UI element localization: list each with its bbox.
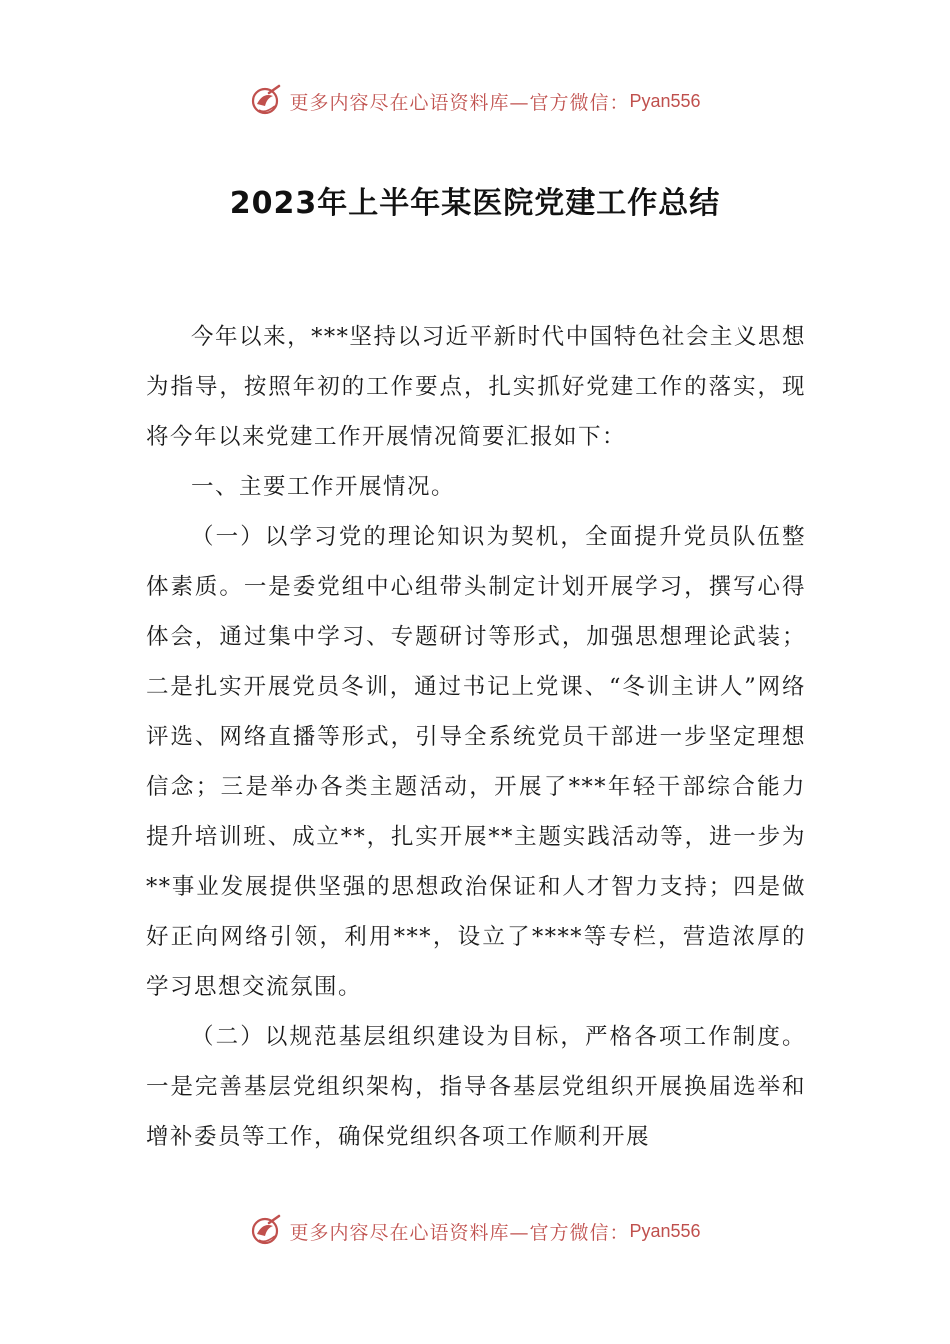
paragraph-item-2: （二）以规范基层组织建设为目标，严格各项工作制度。一是完善基层党组织架构，指导各基层党组织开展换届选举和增补委员等工作，确保党组织各项工作顺利开展	[146, 1024, 806, 1150]
footer-watermark	[0, 1214, 950, 1248]
watermark-text: 更多内容尽在心语资料库—官方微信：	[289, 1221, 630, 1244]
document-title: 2023年上半年某医院党建工作总结	[229, 186, 721, 221]
watermark-wechat-id: Pyan556	[629, 1220, 701, 1241]
watermark-text: 更多内容尽在心语资料库—官方微信：	[289, 91, 630, 114]
pen-swirl-logo-icon	[249, 1214, 283, 1248]
header-watermark	[0, 84, 950, 118]
paragraph-section-heading: 一、主要工作开展情况。	[191, 474, 456, 500]
document-body	[146, 312, 806, 1162]
pen-swirl-logo-icon	[249, 84, 283, 118]
paragraph-item-1: （一）以学习党的理论知识为契机，全面提升党员队伍整体素质。一是委党组中心组带头制定计划开展学习，撰写心得体会，通过集中学习、专题研讨等形式，加强思想理论武装；二是扎实开展党员冬训，通过书记上党课、“冬训主讲人”网络评选、网络直播等形式，引导全系统党员干部进一步坚定理想信念；三是举办各类主题活动，开展了***年轻干部综合能力提升培训班、成立**，扎实开展**主题实践活动等，进一步为**事业发展提供坚强的思想政治保证和人才智力支持；四是做好正向网络引领，利用***，设立了****等专栏，营造浓厚的学习思想交流氛围。	[146, 524, 806, 1000]
paragraph-intro: 今年以来，***坚持以习近平新时代中国特色社会主义思想为指导，按照年初的工作要点，扎实抓好党建工作的落实，现将今年以来党建工作开展情况简要汇报如下：	[146, 324, 806, 450]
watermark-wechat-id: Pyan556	[629, 90, 701, 111]
